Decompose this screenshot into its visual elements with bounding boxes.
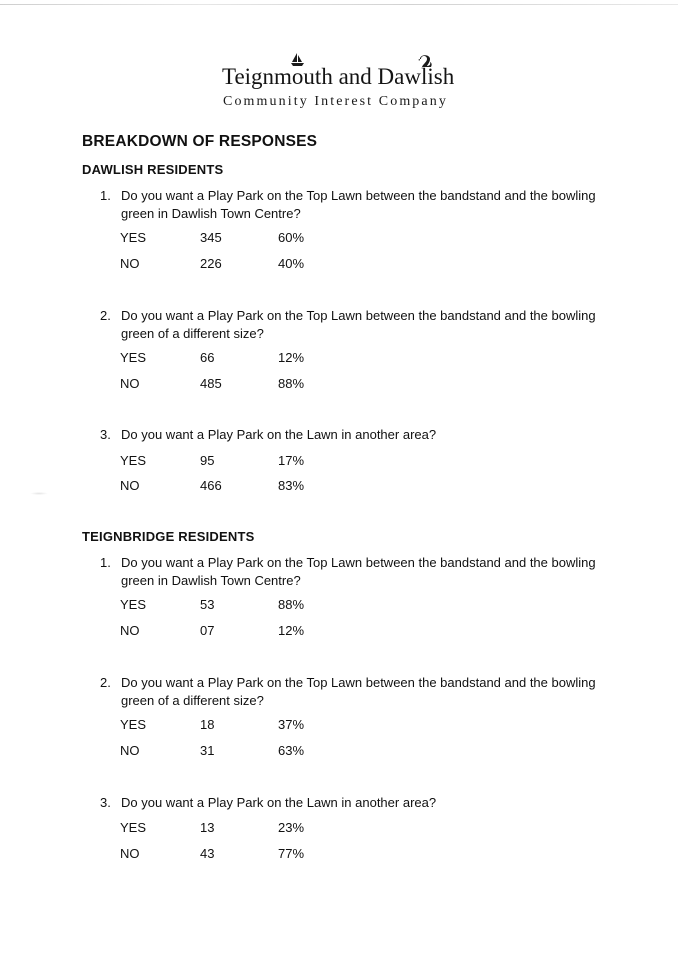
answer-label: YES: [120, 717, 147, 732]
answer-percent: 77%: [278, 846, 305, 861]
section-title-dawlish: DAWLISH RESIDENTS: [82, 162, 224, 177]
answer-percent: 37%: [278, 717, 305, 732]
answer-count: 07: [200, 623, 215, 638]
answer-label: NO: [120, 478, 140, 493]
answer-label: NO: [120, 256, 140, 271]
answer-percent: 40%: [278, 256, 305, 271]
question-text: Do you want a Play Park on the Lawn in another area?: [121, 427, 437, 442]
answer-percent: 83%: [278, 478, 305, 493]
answer-percent: 63%: [278, 743, 305, 758]
answer-row-yes: [120, 716, 340, 734]
answer-row-no: [120, 375, 340, 393]
answer-percent: 88%: [278, 597, 305, 612]
answer-row-no: [120, 742, 340, 760]
answer-count: 53: [200, 597, 215, 612]
answer-percent: 23%: [278, 820, 305, 835]
page-title: BREAKDOWN OF RESPONSES: [82, 133, 318, 150]
answer-label: NO: [120, 846, 140, 861]
question-text: Do you want a Play Park on the Top Lawn between the bandstand and the bowling green of a different size?: [121, 675, 596, 708]
answer-count: 31: [200, 743, 215, 758]
answer-count: 226: [200, 256, 222, 271]
question-number: 1.: [100, 555, 111, 570]
answer-count: 13: [200, 820, 215, 835]
scan-smudge: [30, 492, 48, 495]
answer-percent: 12%: [278, 623, 305, 638]
answer-percent: 60%: [278, 230, 305, 245]
answer-label: YES: [120, 820, 147, 835]
logo-subtitle: Community Interest Company: [223, 94, 448, 109]
answer-label: NO: [120, 743, 140, 758]
answer-count: 95: [200, 453, 215, 468]
question-text: Do you want a Play Park on the Top Lawn between the bandstand and the bowling green in Dawlish Town Centre?: [121, 555, 596, 588]
answer-row-yes: [120, 349, 340, 367]
section-title-teignbridge: TEIGNBRIDGE RESIDENTS: [82, 529, 255, 544]
answer-row-yes: [120, 819, 340, 837]
answer-count: 66: [200, 350, 215, 365]
answer-percent: 17%: [278, 453, 305, 468]
question-number: 2.: [100, 675, 111, 690]
answer-row-yes: [120, 229, 340, 247]
answer-row-no: [120, 622, 340, 640]
company-logo: [222, 52, 472, 114]
answer-label: NO: [120, 623, 140, 638]
question-number: 1.: [100, 188, 111, 203]
answer-row-no: [120, 477, 340, 495]
question-number: 3.: [100, 795, 111, 810]
answer-label: NO: [120, 376, 140, 391]
answer-row-yes: [120, 452, 340, 470]
answer-label: YES: [120, 453, 147, 468]
answer-row-no: [120, 255, 340, 273]
logo-title: Teignmouth and Dawlish: [222, 64, 455, 89]
answer-row-no: [120, 845, 340, 863]
answer-count: 43: [200, 846, 215, 861]
answer-label: YES: [120, 350, 147, 365]
answer-count: 485: [200, 376, 222, 391]
question-text: Do you want a Play Park on the Lawn in another area?: [121, 795, 437, 810]
question-text: Do you want a Play Park on the Top Lawn between the bandstand and the bowling green of a different size?: [121, 308, 596, 341]
answer-percent: 88%: [278, 376, 305, 391]
question-text: Do you want a Play Park on the Top Lawn between the bandstand and the bowling green in Dawlish Town Centre?: [121, 188, 596, 221]
answer-count: 18: [200, 717, 215, 732]
answer-label: YES: [120, 230, 147, 245]
question-number: 2.: [100, 308, 111, 323]
answer-count: 466: [200, 478, 222, 493]
answer-count: 345: [200, 230, 222, 245]
answer-label: YES: [120, 597, 147, 612]
answer-row-yes: [120, 596, 340, 614]
question-number: 3.: [100, 427, 111, 442]
answer-percent: 12%: [278, 350, 305, 365]
scan-edge-line: [0, 4, 678, 5]
